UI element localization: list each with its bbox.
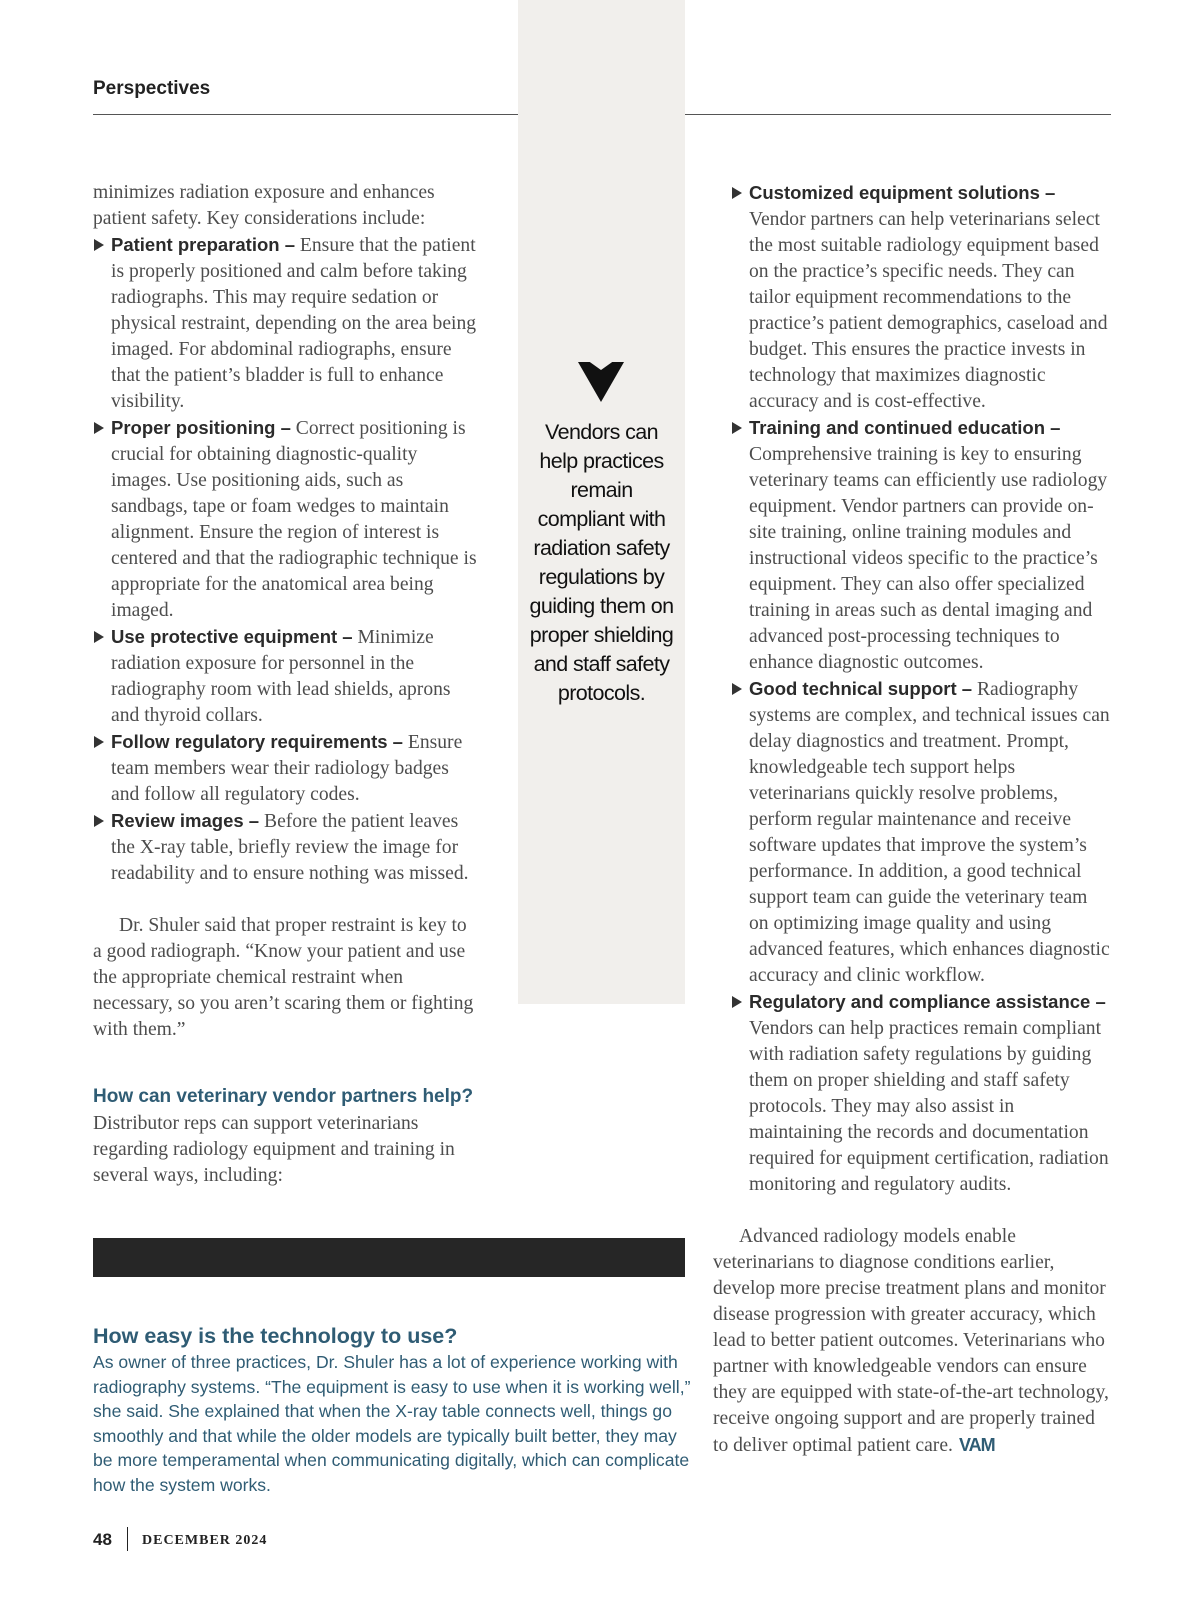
list-item	[93, 729, 478, 808]
list-item	[93, 415, 478, 624]
footer-separator	[127, 1527, 128, 1551]
triangle-bullet-icon	[94, 422, 104, 434]
list-item	[93, 232, 478, 415]
list-item-text: Radiography systems are complex, and technical issues can delay diagnostics and treatment. Prompt, knowledgeable tech support helps veterinarians quickly resolve problems, perform regular maintenance and receive software updates that improve the system’s performance. In addition, a good technical support team can guide the veterinary team on optimizing image quality and using advanced features, which enhances diagnostic accuracy and clinic workflow.	[749, 679, 1110, 986]
list-item-text: Correct positioning is crucial for obtaining diagnostic-quality images. Use positioning aids, such as sandbags, tape or foam wedges to maintain alignment. Ensure the region of interest is centered and that the radiographic technique is appropriate for the anatomical area being imaged.	[111, 418, 477, 621]
list-item-text: Vendors can help practices remain compliant with radiation safety regulations by guiding them on proper shielding and staff safety protocols. They may also assist in maintaining the records and documentation required for equipment certification, radiation monitoring and regulatory audits.	[749, 1018, 1109, 1195]
list-item-title: Review images –	[111, 810, 260, 831]
list-item-title: Good technical support –	[749, 678, 973, 699]
triangle-bullet-icon	[732, 996, 742, 1008]
left-bullet-list	[93, 232, 478, 887]
pullquote-text: Vendors can help practices remain compliant with radiation safety regulations by guiding them on proper shielding and staff safety protocols.	[529, 420, 674, 705]
list-item-title: Regulatory and compliance assistance –	[749, 991, 1106, 1012]
right-bullet-list	[731, 180, 1111, 1198]
list-item	[731, 676, 1111, 989]
list-item-title: Customized equipment solutions –	[749, 182, 1056, 203]
list-item-text: Vendor partners can help veterinarians select the most suitable radiology equipment based on the practice’s specific needs. They can tailor equipment recommendations to the practice’s patient demographics, caseload and budget. This ensures the practice invests in technology that maximizes diagnostic accuracy and is cost-effective.	[749, 209, 1108, 412]
list-item-title: Patient preparation –	[111, 234, 296, 255]
subheading-body: Distributor reps can support veterinarians regarding radiology equipment and training in several ways, including:	[93, 1113, 455, 1186]
vam-logo: VAM	[958, 1435, 995, 1455]
triangle-bullet-icon	[732, 683, 742, 695]
issue-date: DECEMBER 2024	[142, 1533, 268, 1548]
closing-text: Advanced radiology models enable veterinarians to diagnose conditions earlier, develop more precise treatment plans and monitor disease progression with greater accuracy, which lead to better patient outcomes. Veterinarians who partner with knowledgeable vendors can ensure they are equipped with state-of-the-art technology, receive ongoing support and are properly trained to deliver optimal patient care.	[713, 1226, 1109, 1456]
page-number: 48	[93, 1530, 112, 1549]
right-column	[713, 180, 1111, 1459]
left-column	[93, 180, 478, 1043]
triangle-bullet-icon	[94, 631, 104, 643]
arrow-notch	[587, 360, 615, 370]
list-item-title: Training and continued education –	[749, 417, 1061, 438]
list-item	[93, 624, 478, 729]
triangle-bullet-icon	[732, 187, 742, 199]
list-item-text: Comprehensive training is key to ensuring veterinary teams can efficiently use radiology equipment. Vendor partners can provide on-site training, online training modules and instructional videos specific to the practice’s equipment. They can also offer specialized training in areas such as dental imaging and advanced post-processing techniques to enhance diagnostic outcomes.	[749, 444, 1108, 673]
list-item-title: Use protective equipment –	[111, 626, 353, 647]
triangle-bullet-icon	[732, 422, 742, 434]
subheading-body: As owner of three practices, Dr. Shuler has a lot of experience working with radiography systems. “The equipment is easy to use when it is working well,” she said. She explained that when the X-ray table connects well, things go smoothly and that while the older models are typically built better, they may be more temperamental when communicating digitally, which can complicate how the system works.	[93, 1352, 691, 1495]
subheading-technology: How easy is the technology to use?	[93, 1324, 458, 1348]
intro-text: minimizes radiation exposure and enhances patient safety. Key considerations include:	[93, 182, 435, 229]
list-item-text: Minimize radiation exposure for personnel in the radiography room with lead shields, aprons and thyroid collars.	[111, 627, 451, 726]
list-item	[93, 808, 478, 887]
list-item-title: Proper positioning –	[111, 417, 291, 438]
list-item	[731, 989, 1111, 1198]
list-item-text: Ensure team members wear their radiology badges and follow all regulatory codes.	[111, 732, 463, 805]
body-paragraph: Dr. Shuler said that proper restraint is key to a good radiograph. “Know your patient and use the appropriate chemical restraint when necessary, so you aren’t scaring them or fighting with them.”	[93, 915, 474, 1040]
triangle-bullet-icon	[94, 736, 104, 748]
body-paragraph	[713, 1224, 1111, 1459]
divider-bar	[93, 1238, 685, 1277]
triangle-bullet-icon	[94, 815, 104, 827]
list-item-title: Follow regulatory requirements –	[111, 731, 403, 752]
subheading-vendor-partners: How can veterinary vendor partners help?	[93, 1086, 474, 1107]
list-item-text: Before the patient leaves the X-ray table, briefly review the image for readability and to ensure nothing was missed.	[111, 811, 469, 884]
list-item	[731, 180, 1111, 415]
section-label: Perspectives	[93, 78, 211, 99]
list-item-text: Ensure that the patient is properly positioned and calm before taking radiographs. This may require sedation or physical restraint, depending on the area being imaged. For abdominal radiographs, ensure that the patient’s bladder is full to enhance visibility.	[111, 235, 477, 412]
triangle-bullet-icon	[94, 239, 104, 251]
list-item	[731, 415, 1111, 676]
